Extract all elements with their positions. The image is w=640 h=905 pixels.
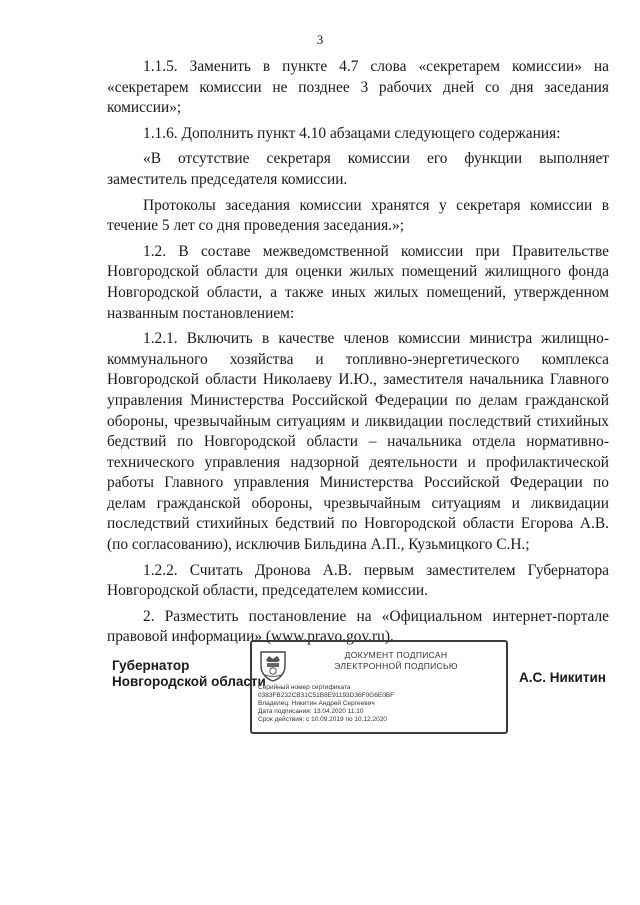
paragraph-quote-protocols: Протоколы заседания комиссии хранятся у секретаря комиссии в течение 5 лет со дня проведения заседания.»; bbox=[107, 196, 609, 235]
coat-of-arms-icon bbox=[258, 648, 288, 682]
electronic-signature-stamp bbox=[250, 640, 508, 734]
stamp-validity: Срок действия: с 10.09.2019 по 10.12.2020 bbox=[258, 716, 387, 723]
stamp-owner: Владелец: Никитин Андрей Сергеевич bbox=[258, 700, 375, 707]
paragraph-1-1-6: 1.1.6. Дополнить пункт 4.10 абзацами следующего содержания: bbox=[143, 124, 561, 142]
stamp-header: ДОКУМЕНТ ПОДПИСАН ЭЛЕКТРОННОЙ ПОДПИСЬЮ bbox=[334, 650, 458, 671]
signatory-title: Губернатор Новгородской области bbox=[112, 658, 266, 689]
paragraph-1-1-5: 1.1.5. Заменить в пункте 4.7 слова «секретарем комиссии» на «секретарем комиссии не позднее 3 рабочих дней со дня заседания комиссии»; bbox=[107, 58, 609, 117]
stamp-details bbox=[258, 684, 502, 724]
signatory-name: А.С. Никитин bbox=[519, 670, 606, 685]
paragraph-1-2-2: 1.2.2. Считать Дронова А.В. первым заместителем Губернатора Новгородской области, председателем комиссии. bbox=[107, 561, 609, 600]
stamp-serial: 0383FB232CB31C51B8E91193D36F0G6E0BF bbox=[258, 692, 395, 699]
paragraph-2: 2. Разместить постановление на «Официальном интернет-портале правовой информации» (www.pravo.gov.ru). bbox=[107, 607, 609, 646]
stamp-signed-date: Дата подписания: 13.04.2020 11:10 bbox=[258, 708, 364, 715]
document-body bbox=[107, 57, 609, 653]
paragraph-quote-secretary: «В отсутствие секретаря комиссии его функции выполняет заместитель председателя комиссии. bbox=[107, 150, 609, 188]
paragraph-1-2-1: 1.2.1. Включить в качестве членов комиссии министра жилищно-коммунального хозяйства и топливно-энергетического комплекса Новгородской области Николаеву И.Ю., заместителя начальника Главного управления Министерства Российской Федерации по делам гражданской обороны, чрезвычайным ситуациям и ликвидации последствий стихийных бедствий по Новгородской области – начальника отдела нормативно-технического управления надзорной деятельности и профилактической работы Главного управления Министерства Российской Федерации по делам гражданской обороны, чрезвычайным ситуациям и ликвидации последствий стихийных бедствий по Новгородской области Егорова А.В. (по согласованию), исключив Бильдина А.П., Кузьмицкого С.Н.; bbox=[107, 330, 609, 554]
signature-block bbox=[0, 640, 640, 740]
stamp-serial-label: Серийный номер сертификата bbox=[258, 684, 351, 691]
page-number: 3 bbox=[316, 32, 324, 47]
paragraph-1-2: 1.2. В составе межведомственной комиссии при Правительстве Новгородской области для оценки жилых помещений жилищного фонда Новгородской области, а также иных жилых помещений, утвержденном названным постановлением: bbox=[107, 242, 609, 322]
